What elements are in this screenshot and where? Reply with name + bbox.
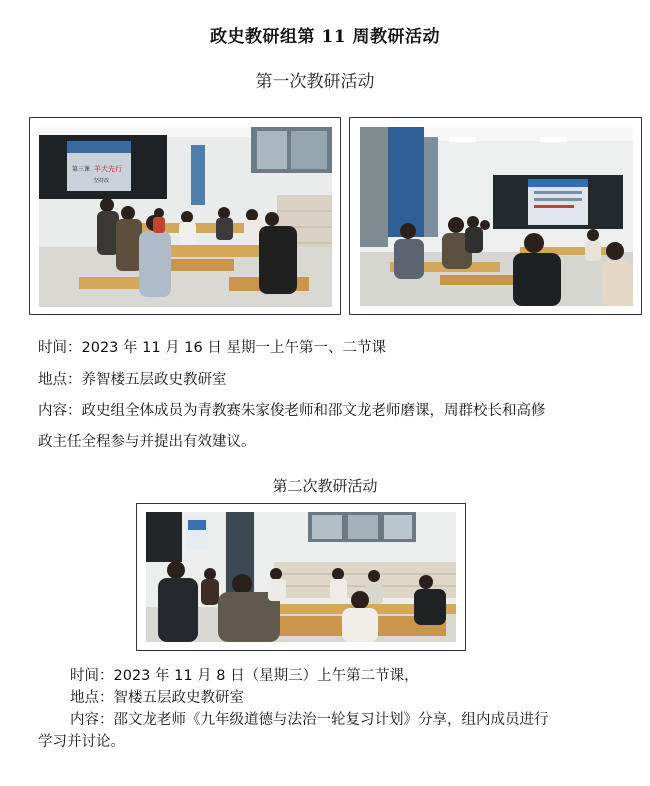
classroom-photo-1 (39, 127, 332, 307)
screen-text-a: 第三课 (72, 166, 91, 173)
activity1-content-line1: 内容：政史组全体成员为青教赛朱家俊老师和邵文龙老师磨课，周群校长和高修 (38, 403, 546, 419)
activity2-heading: 第二次教研活动 (272, 477, 378, 495)
activity2-content-line1: 内容：邵文龙老师《九年级道德与法治一轮复习计划》分享，组内成员进行 (70, 712, 549, 728)
activity2-content-line2: 学习并讨论。 (38, 734, 125, 750)
activity2-time: 时间：2023 年 11 月 8 日（星期三）上午第二节课， (70, 668, 419, 684)
activity1-time: 时间：2023 年 11 月 16 日 星期一上午第一、二节课 (38, 340, 386, 356)
photo-frame-1 (29, 117, 341, 315)
screen-text-c: 坚持改 (94, 178, 110, 184)
activity1-place: 地点：养智楼五层政史教研室 (38, 372, 227, 388)
classroom-photo-2 (360, 127, 633, 306)
classroom-photo-3 (146, 512, 456, 642)
activity2-place: 地点：智楼五层政史教研室 (70, 690, 244, 706)
document-title: 政史教研组第 11 周教研活动 (210, 27, 440, 47)
activity1-heading: 第一次教研活动 (255, 72, 375, 92)
photo-frame-3 (136, 503, 466, 651)
screen-text-b: 羊犬先行 (94, 165, 122, 173)
photo-frame-2 (349, 117, 642, 315)
activity1-content-line2: 政主任全程参与并提出有效建议。 (38, 434, 256, 450)
